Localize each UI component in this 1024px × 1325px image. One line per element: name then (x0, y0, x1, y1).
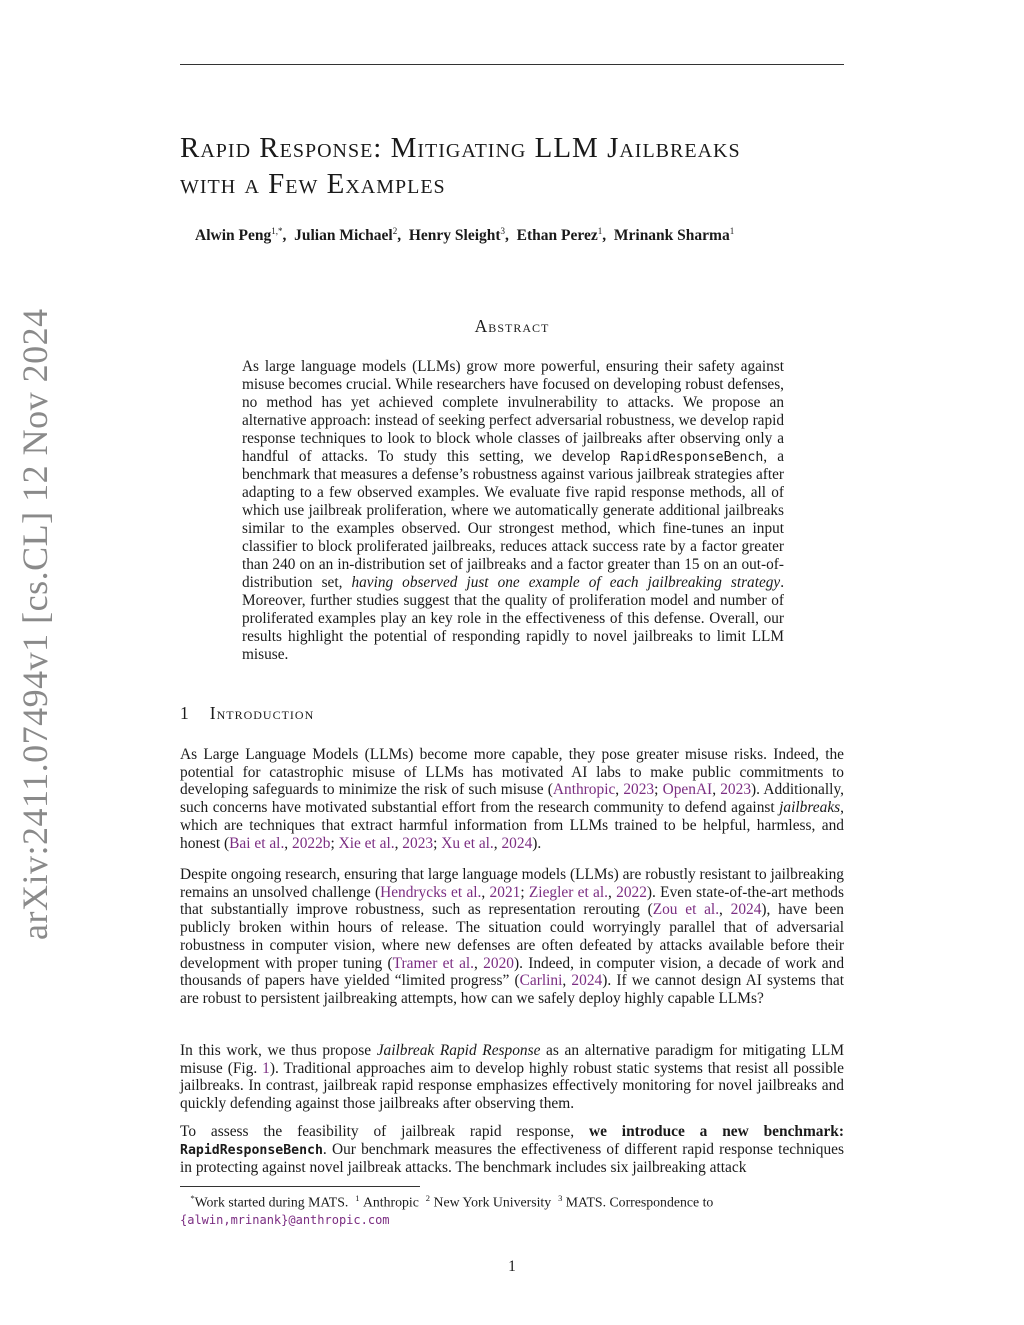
citation-link[interactable]: 2024 (571, 972, 603, 990)
author-affiliation: 3 (500, 226, 506, 236)
title-line-1: Rapid Response: Mitigating LLM Jailbreaks (180, 132, 741, 164)
citation-link[interactable]: 2024 (730, 901, 762, 919)
paper-title (180, 130, 860, 202)
citation-link[interactable]: 2024 (501, 834, 533, 852)
author-name: Alwin Peng (195, 227, 272, 245)
citation-link[interactable]: 2023 (720, 781, 752, 799)
citation-link[interactable]: OpenAI (662, 781, 713, 799)
author-affiliation: 1 (597, 226, 603, 236)
benchmark-name: RapidResponseBench (180, 1142, 323, 1158)
citation-link[interactable]: Tramer et al. (392, 954, 475, 972)
citation-link[interactable]: 2020 (483, 954, 514, 972)
citation-link[interactable]: 2023 (623, 781, 655, 799)
citation-link[interactable]: Xie et al. (338, 834, 395, 852)
intro-paragraph-3: In this work, we thus propose Jailbreak Rapid Response as an alternative paradigm for mitigating LLM misuse (Fig. 1). Traditional approaches aim to develop highly robust static systems that resist all possible jailbreaks. In contrast, jailbreak rapid response emphasizes effectively monitoring for novel jailbreaks and quickly defending against those jailbreaks after observing them. (180, 1042, 845, 1113)
citation-link[interactable]: 2022b (292, 834, 331, 852)
section-number: 1 (180, 703, 190, 723)
arxiv-sidebar-id: arXiv:2411.07494v1 [cs.CL] 12 Nov 2024 (15, 308, 55, 940)
benchmark-name: RapidResponseBench (620, 449, 764, 465)
header-rule (180, 64, 844, 65)
author-affiliation: 1 (729, 226, 735, 236)
citation-link[interactable]: Carlini (519, 972, 563, 990)
abstract-text: As large language models (LLMs) grow more powerful, ensuring their safety against misuse becomes crucial. While researchers have focused on developing robust defenses, no method has yet achieved complete invulnerability to attacks. We propose an alternative approach: instead of seeking perfect adversarial robustness, we develop rapid response techniques to look to block whole classes of jailbreaks after observing only a handful of attacks. To study this setting, we develop RapidResponseBench, a benchmark that measures a defense’s robustness against various jailbreak strategies after adapting to a few observed examples. We evaluate five rapid response methods, all of which use jailbreak proliferation, where we automatically generate additional jailbreaks similar to the examples observed. Our strongest method, which fine-tunes an input classifier to block proliferated jailbreaks, reduces attack success rate by a factor greater than 240 on an in-distribution set of jailbreaks and a factor greater than 15 on an out-of-distribution set, having observed just one example of each jailbreaking strategy. Moreover, further studies suggest that the quality of proliferation model and number of proliferated examples play an key role in the effectiveness of this defense. Overall, our results highlight the potential of responding rapidly to novel jailbreaks to limit LLM misuse. (242, 358, 785, 663)
citation-link[interactable]: Anthropic (552, 781, 616, 799)
author-affiliation: 2 (392, 226, 398, 236)
page-number: 1 (508, 1258, 516, 1275)
author-list: Alwin Peng$^{1,*}$, Julian Michael$^2$, Henry Sleight$^3$, Ethan Perez$^1$, Mrinank Sharma$^1$ (195, 226, 735, 245)
figure-link[interactable]: 1 (262, 1059, 270, 1077)
author-affiliation: 1,* (271, 226, 283, 236)
footnote-rule (180, 1186, 420, 1187)
title-line-2: with a Few Examples (180, 168, 446, 200)
author-name: Julian Michael (294, 227, 393, 245)
citation-link[interactable]: 2021 (489, 883, 521, 901)
intro-paragraph-2: Despite ongoing research, ensuring that large language models (LLMs) are robustly resistant to jailbreaking remains an unsolved challenge (Hendrycks et al., 2021; Ziegler et al., 2022). Even state-of-the-art methods that substantially improve robustness, such as representation rerouting (Zou et al., 2024), have been publicly broken within hours of release. The situation could worryingly parallel that of adversarial robustness in computer vision, where new defenses are often defeated by attacks available before their development with proper tuning (Tramer et al., 2020). Indeed, in computer vision, a decade of work and thousands of papers have yielded “limited progress” (Carlini, 2024). If we cannot design AI systems that are robust to persistent jailbreaking attempts, how can we safely deploy highly capable LLMs? (180, 866, 845, 1007)
author-name: Ethan Perez (516, 227, 598, 245)
citation-link[interactable]: 2023 (402, 834, 434, 852)
citation-link[interactable]: 2022 (616, 883, 647, 901)
citation-link[interactable]: Zou et al. (652, 901, 720, 919)
footnote: *Work started during MATS. $^1$ Anthropic $^2$ New York University $^3$ MATS. Correspondence to {alwin,mrinank}@anthropic.com (180, 1193, 714, 1227)
section-title: Introduction (209, 703, 315, 723)
citation-link[interactable]: Ziegler et al. (528, 883, 608, 901)
intro-paragraph-4: To assess the feasibility of jailbreak rapid response, we introduce a new benchmark: RapidResponseBench. Our benchmark measures the effectiveness of different rapid response techniques in protecting against novel jailbreak attacks. The benchmark includes six jailbreaking attack (180, 1123, 844, 1177)
email-link[interactable]: {alwin,mrinank}@anthropic.com (180, 1212, 390, 1227)
citation-link[interactable]: Bai et al. (229, 834, 285, 852)
citation-link[interactable]: Xu et al. (441, 834, 494, 852)
author-name: Mrinank Sharma (613, 227, 730, 245)
abstract-heading: Abstract (474, 316, 550, 336)
intro-paragraph-1: As Large Language Models (LLMs) become more capable, they pose greater misuse risks. Indeed, the potential for catastrophic misuse of LLMs has motivated AI labs to make public commitments to developing safeguards to minimize the risk of such misuse (Anthropic, 2023; OpenAI, 2023). Additionally, such concerns have motivated substantial effort from the research community to defend against jailbreaks, which are techniques that extract harmful information from LLMs trained to be helpful, harmless, and honest (Bai et al., 2022b; Xie et al., 2023; Xu et al., 2024). (180, 746, 844, 852)
author-name: Henry Sleight (408, 227, 501, 245)
citation-link[interactable]: Hendrycks et al. (380, 883, 482, 901)
section-heading (180, 703, 314, 724)
